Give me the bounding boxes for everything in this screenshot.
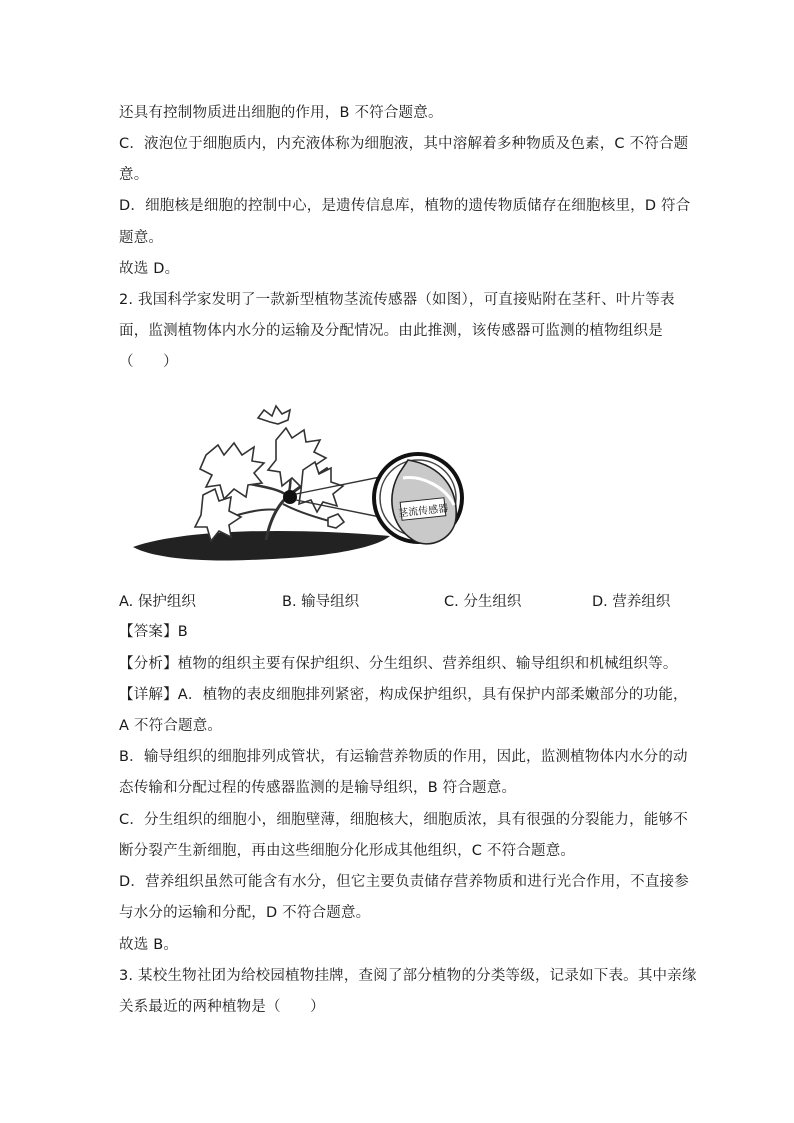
text-line: C．液泡位于细胞质内，内充液体称为细胞液，其中溶解着多种物质及色素，C 不符合题 bbox=[119, 136, 689, 152]
plant-sensor-illustration bbox=[128, 400, 478, 575]
question-3-stem: 3. 某校生物社团为给校园植物挂牌，查阅了部分植物的分类等级，记录如下表。其中亲缘 bbox=[119, 968, 697, 984]
plant-sensor-figure bbox=[128, 400, 478, 575]
explanation-line: 与水分的运输和分配，D 不符合题意。 bbox=[119, 905, 371, 921]
explanation-line: D．营养组织虽然可能含有水分，但它主要负责储存营养物质和进行光合作用，不直接参 bbox=[119, 874, 689, 890]
question-2-stem: 2. 我国科学家发明了一款新型植物茎流传感器（如图），可直接贴附在茎秆、叶片等表 bbox=[119, 292, 675, 308]
text-line: 故选 D。 bbox=[119, 261, 180, 277]
explanation-line: 【详解】A．植物的表皮细胞排列紧密，构成保护组织，具有保护内部柔嫩部分的功能， bbox=[119, 687, 688, 703]
question-2-stem: 面，监测植物体内水分的运输及分配情况。由此推测，该传感器可监测的植物组织是 bbox=[119, 323, 663, 339]
option-c: C. 分生组织 bbox=[444, 594, 522, 610]
text-line: 意。 bbox=[119, 167, 149, 183]
conclusion-line: 故选 B。 bbox=[119, 937, 179, 953]
question-3-stem: 关系最近的两种植物是（ ） bbox=[119, 999, 325, 1015]
option-a: A. 保护组织 bbox=[119, 594, 196, 610]
text-line: 还具有控制物质进出细胞的作用，B 不符合题意。 bbox=[119, 105, 443, 121]
explanation-line: C．分生组织的细胞小，细胞壁薄，细胞核大，细胞质浓，具有很强的分裂能力，能够不 bbox=[119, 812, 688, 828]
explanation-line: A 不符合题意。 bbox=[119, 718, 223, 734]
analysis-line: 【分析】植物的组织主要有保护组织、分生组织、营养组织、输导组织和机械组织等。 bbox=[119, 656, 678, 672]
question-2-blank: （ ） bbox=[119, 354, 178, 370]
sensor-label: 茎流传感器 bbox=[397, 503, 449, 520]
option-b: B. 输导组织 bbox=[282, 594, 360, 610]
explanation-line: B．输导组织的细胞排列成管状，有运输营养物质的作用，因此，监测植物体内水分的动 bbox=[119, 749, 688, 765]
text-line: 题意。 bbox=[119, 230, 164, 246]
option-d: D. 营养组织 bbox=[592, 594, 671, 610]
explanation-line: 断分裂产生新细胞，再由这些细胞分化形成其他组织，C 不符合题意。 bbox=[119, 843, 576, 859]
text-line: D．细胞核是细胞的控制中心，是遗传信息库，植物的遗传物质储存在细胞核里，D 符合 bbox=[119, 198, 691, 214]
explanation-line: 态传输和分配过程的传感器监测的是输导组织，B 符合题意。 bbox=[119, 780, 517, 796]
answer-line: 【答案】B bbox=[119, 624, 188, 640]
